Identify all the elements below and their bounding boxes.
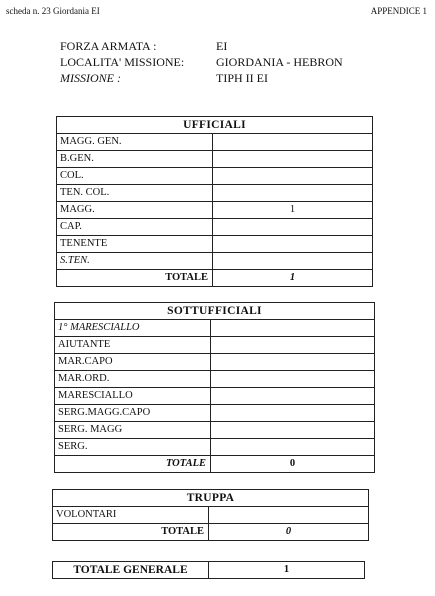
rank-label: S.TEN. (57, 253, 213, 270)
total-label: TOTALE (57, 270, 213, 287)
rank-count (211, 320, 375, 337)
sottufficiali-title: SOTTUFFICIALI (55, 303, 375, 320)
total-row (53, 524, 369, 541)
grand-total-row (53, 562, 365, 579)
info-value: GIORDANIA - HEBRON (216, 55, 343, 69)
table-row (57, 253, 373, 270)
rank-label: CAP. (57, 219, 213, 236)
rank-label: VOLONTARI (53, 507, 209, 524)
info-value: EI (216, 39, 228, 53)
rank-count (211, 405, 375, 422)
rank-label: TENENTE (57, 236, 213, 253)
table-row (57, 151, 373, 168)
truppa-title: TRUPPA (53, 490, 369, 507)
rank-count (211, 354, 375, 371)
table-row (55, 439, 375, 456)
info-row-missione (60, 70, 343, 86)
table-row (57, 202, 373, 219)
rank-count (213, 253, 373, 270)
table-row (55, 388, 375, 405)
rank-count (213, 151, 373, 168)
rank-label: MAR.ORD. (55, 371, 211, 388)
rank-label: MAR.CAPO (55, 354, 211, 371)
rank-count (213, 236, 373, 253)
table-row (55, 354, 375, 371)
total-row (57, 270, 373, 287)
rank-count (211, 388, 375, 405)
table-row (57, 219, 373, 236)
table-title-row (57, 117, 373, 134)
info-value: TIPH II EI (216, 71, 268, 85)
rank-label: B.GEN. (57, 151, 213, 168)
total-value: 0 (209, 524, 369, 541)
total-row (55, 456, 375, 473)
page-header-right: APPENDICE 1 (370, 6, 427, 16)
rank-count (213, 134, 373, 151)
rank-label: 1° MARESCIALLO (55, 320, 211, 337)
rank-label: MAGG. (57, 202, 213, 219)
rank-count (211, 422, 375, 439)
grand-total-value: 1 (209, 562, 365, 579)
total-label: TOTALE (55, 456, 211, 473)
rank-count (213, 219, 373, 236)
ufficiali-table (56, 116, 373, 287)
rank-count (211, 439, 375, 456)
sottufficiali-table (54, 302, 375, 473)
table-row (57, 185, 373, 202)
rank-count (211, 337, 375, 354)
info-block (60, 38, 343, 86)
rank-label: TEN. COL. (57, 185, 213, 202)
table-row (55, 422, 375, 439)
info-label: LOCALITA' MISSIONE: (60, 55, 185, 69)
table-row (55, 371, 375, 388)
table-row (57, 168, 373, 185)
rank-label: COL. (57, 168, 213, 185)
table-row (55, 405, 375, 422)
table-row (53, 507, 369, 524)
rank-count (211, 371, 375, 388)
table-row (57, 236, 373, 253)
info-label: FORZA ARMATA : (60, 39, 157, 53)
grand-total-label: TOTALE GENERALE (53, 562, 209, 579)
total-value: 1 (213, 270, 373, 287)
ufficiali-title: UFFICIALI (57, 117, 373, 134)
table-row (55, 337, 375, 354)
rank-count (209, 507, 369, 524)
rank-label: MARESCIALLO (55, 388, 211, 405)
truppa-table (52, 489, 369, 541)
rank-count (213, 185, 373, 202)
rank-label: AIUTANTE (55, 337, 211, 354)
info-row-localita (60, 54, 343, 70)
table-row (57, 134, 373, 151)
rank-label: SERG. MAGG (55, 422, 211, 439)
table-title-row (55, 303, 375, 320)
rank-label: MAGG. GEN. (57, 134, 213, 151)
page-header-left: scheda n. 23 Giordania EI (6, 6, 100, 16)
rank-label: SERG. (55, 439, 211, 456)
total-label: TOTALE (53, 524, 209, 541)
rank-label: SERG.MAGG.CAPO (55, 405, 211, 422)
total-value: 0 (211, 456, 375, 473)
info-label: MISSIONE : (60, 71, 121, 85)
rank-count (213, 168, 373, 185)
rank-count: 1 (213, 202, 373, 219)
totale-generale-table (52, 561, 365, 579)
table-title-row (53, 490, 369, 507)
info-row-forza-armata (60, 38, 343, 54)
table-row (55, 320, 375, 337)
